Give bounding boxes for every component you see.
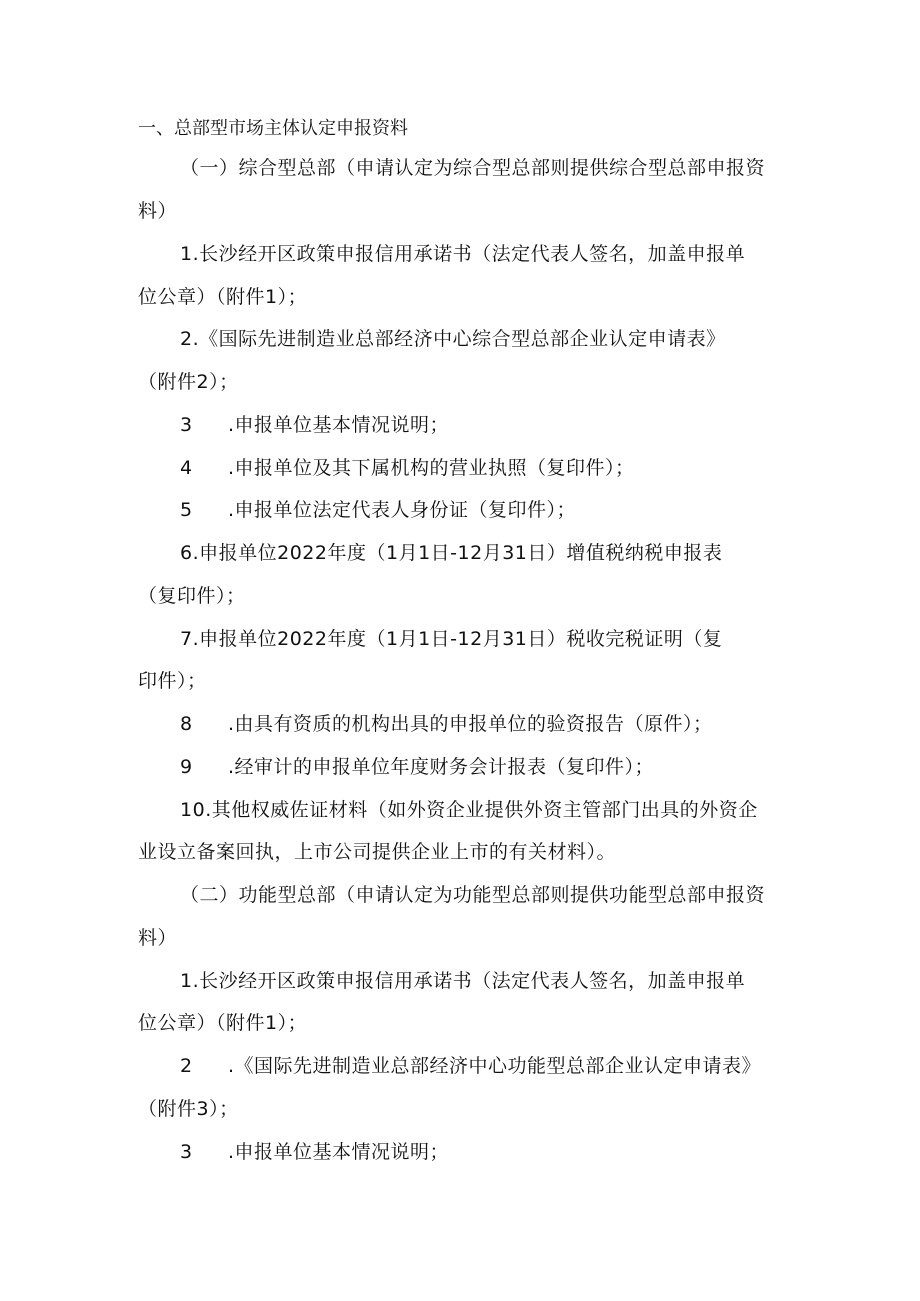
section1-title-cont: 料） [138,200,178,222]
item-text: .其他权威佐证材料（如外资企业提供外资主管部门出具的外资企 [205,799,758,821]
item-text-cont: （附件3）； [138,1098,239,1120]
list-item [180,412,449,438]
item-text: .长沙经开区政策申报信用承诺书（法定代表人签名，加盖申报单 [192,243,746,265]
list-item [180,1139,449,1165]
item-text: .申报单位及其下属机构的营业执照（复印件）； [228,457,635,479]
item-number: 3 [180,414,193,436]
item-text-cont: （复印件）； [138,585,246,607]
item-number: 8 [180,713,193,735]
item-text: .《国际先进制造业总部经济中心功能型总部企业认定申请表》 [228,1055,762,1077]
list-item [180,326,726,352]
list-item [180,711,713,737]
section1-title: （一）综合型总部（申请认定为综合型总部则提供综合型总部申报资 [180,157,766,179]
item-number: 2 [180,328,193,350]
list-item [180,497,576,523]
item-number: 4 [180,457,193,479]
item-text-cont: 位公章）（附件1）； [138,1012,308,1034]
item-text: .申报单位法定代表人身份证（复印件）； [228,499,577,521]
item-text-cont: 印件）； [138,670,207,692]
list-item [180,540,722,566]
list-item [180,968,745,994]
item-number: 7 [180,628,193,650]
item-number: 1 [180,243,193,265]
item-text: .申报单位基本情况说明； [228,414,450,436]
item-number: 6 [180,542,193,564]
list-item [180,1053,761,1079]
item-number: 2 [180,1055,193,1077]
item-text: .申报单位2022年度（1月1日-12月31日）增值税纳税申报表 [192,542,723,564]
section-heading: 一、总部型市场主体认定申报资料 [138,118,408,139]
item-text-cont: （附件2）； [138,371,239,393]
item-text: .申报单位基本情况说明； [228,1141,450,1163]
section2-title: （二）功能型总部（申请认定为功能型总部则提供功能型总部申报资 [180,884,766,906]
item-number: 1 [180,970,193,992]
item-number: 3 [180,1141,193,1163]
list-item [180,797,758,823]
list-item [180,754,654,780]
item-text-cont: 业设立备案回执，上市公司提供企业上市的有关材料）。 [138,841,617,863]
item-text: .经审计的申报单位年度财务会计报表（复印件）； [228,756,655,778]
item-text: .由具有资质的机构出具的申报单位的验资报告（原件）； [228,713,713,735]
section2-title-cont: 料） [138,927,178,949]
item-number: 10 [180,799,206,821]
item-number: 9 [180,756,193,778]
item-text: .申报单位2022年度（1月1日-12月31日）税收完税证明（复 [192,628,723,650]
item-text: .长沙经开区政策申报信用承诺书（法定代表人签名，加盖申报单 [192,970,746,992]
list-item [180,455,635,481]
list-item [180,626,722,652]
item-text: .《国际先进制造业总部经济中心综合型总部企业认定申请表》 [192,328,726,350]
item-text-cont: 位公章）（附件1）； [138,286,308,308]
list-item [180,241,745,267]
item-number: 5 [180,499,193,521]
